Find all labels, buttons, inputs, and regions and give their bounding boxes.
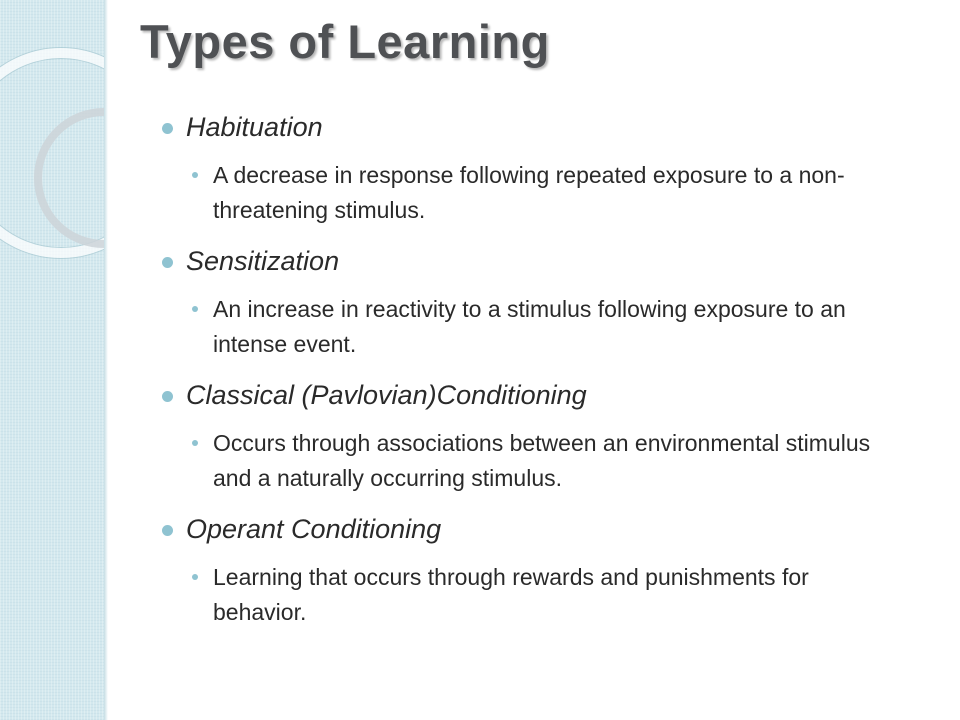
bullet-heading	[160, 110, 880, 144]
decorative-sidebar	[0, 0, 108, 720]
bullet-description	[160, 158, 880, 228]
heading-text: Habituation	[186, 112, 323, 142]
list-item	[160, 378, 880, 496]
description-text: Occurs through associations between an environmental stimulus and a naturally occurring stimulus.	[213, 430, 871, 491]
bullet-dot-icon	[192, 574, 198, 580]
bullet-description	[160, 292, 880, 362]
description-text: An increase in reactivity to a stimulus following exposure to an intense event.	[213, 296, 846, 357]
list-item	[160, 512, 880, 630]
heading-text: Classical (Pavlovian)Conditioning	[186, 380, 587, 410]
heading-text: Sensitization	[186, 246, 340, 276]
sidebar-edge	[104, 0, 108, 720]
bullet-dot-icon	[162, 391, 173, 402]
bullet-dot-icon	[192, 440, 198, 446]
bullet-heading	[160, 512, 880, 546]
description-text: Learning that occurs through rewards and punishments for behavior.	[213, 564, 809, 625]
bullet-description	[160, 426, 880, 496]
bullet-description	[160, 560, 880, 630]
slide-title: Types of Learning	[140, 15, 550, 68]
heading-text: Operant Conditioning	[186, 514, 442, 544]
bullet-dot-icon	[192, 172, 198, 178]
bullet-heading	[160, 378, 880, 412]
bullet-list	[160, 110, 880, 646]
list-item	[160, 110, 880, 228]
bullet-heading	[160, 244, 880, 278]
bullet-dot-icon	[162, 123, 173, 134]
description-text: A decrease in response following repeated exposure to a non-threatening stimulus.	[213, 162, 845, 223]
bullet-dot-icon	[192, 306, 198, 312]
bullet-dot-icon	[162, 525, 173, 536]
bullet-dot-icon	[162, 257, 173, 268]
list-item	[160, 244, 880, 362]
